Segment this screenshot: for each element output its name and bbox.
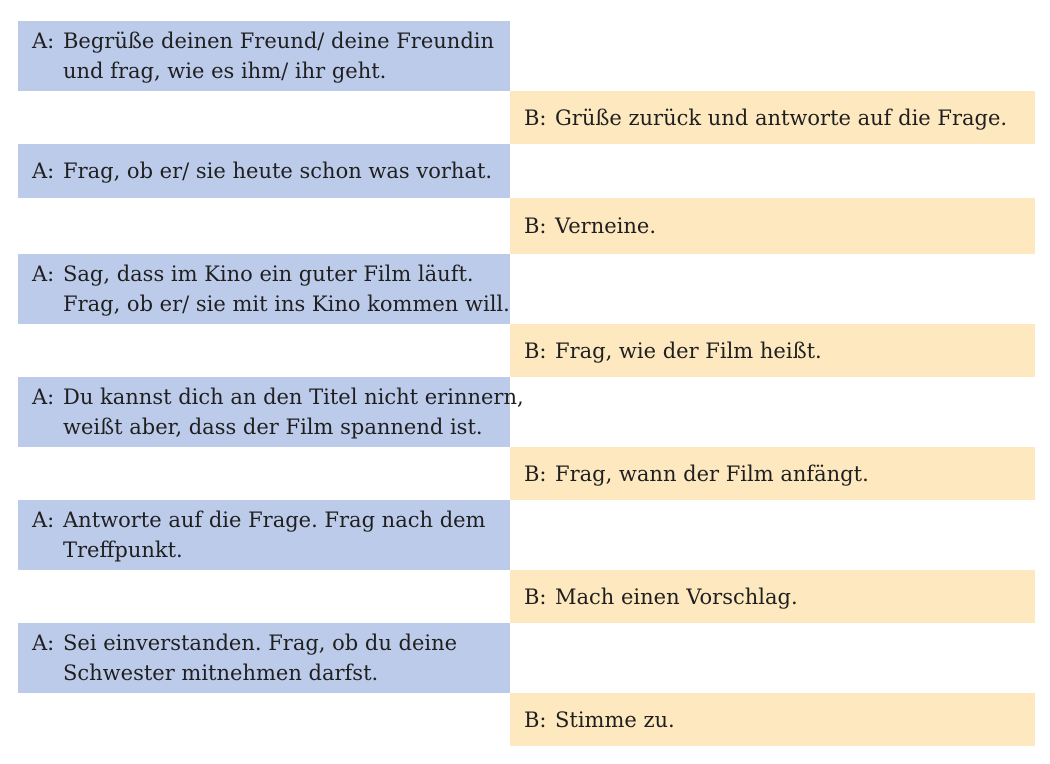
speaker-label: A:: [32, 385, 55, 409]
instruction-line: Frag, ob er/ sie heute schon was vorhat.: [63, 159, 493, 183]
instruction-line: Mach einen Vorschlag.: [555, 584, 798, 609]
instruction-line: Stimme zu.: [555, 707, 675, 732]
instruction-text: [63, 505, 485, 565]
instruction-text: [555, 336, 822, 366]
instruction-text: [63, 156, 492, 186]
instruction-text: [63, 628, 457, 688]
speaker-label: B:: [524, 707, 547, 732]
instruction-line: Grüße zurück und antworte auf die Frage.: [555, 105, 1008, 130]
speaker-label: A:: [32, 631, 55, 655]
instruction-text: [63, 26, 494, 86]
dialogue-row-b: [510, 91, 1035, 144]
instruction-text: [555, 705, 675, 735]
instruction-line: Schwester mitnehmen darfst.: [63, 661, 379, 685]
instruction-text: [555, 459, 869, 489]
instruction-line: weißt aber, dass der Film spannend ist.: [63, 415, 483, 439]
instruction-line: Frag, wann der Film anfängt.: [555, 461, 869, 486]
dialogue-row-b: [510, 570, 1035, 623]
speaker-label: B:: [524, 584, 547, 609]
dialogue-row-a: [18, 500, 510, 570]
dialogue-row-a: [18, 144, 510, 198]
instruction-line: Verneine.: [555, 214, 657, 238]
dialogue-row-b: [510, 324, 1035, 377]
instruction-line: Du kannst dich an den Titel nicht erinnern,: [63, 385, 524, 409]
speaker-label: A:: [32, 262, 55, 286]
instruction-line: Frag, ob er/ sie mit ins Kino kommen will.: [63, 292, 510, 316]
speaker-label: A:: [32, 29, 55, 53]
instruction-text: [63, 382, 524, 442]
dialogue-row-b: [510, 447, 1035, 500]
speaker-label: B:: [524, 214, 547, 238]
instruction-line: Begrüße deinen Freund/ deine Freundin: [63, 29, 495, 53]
instruction-line: Sag, dass im Kino ein guter Film läuft.: [63, 262, 474, 286]
dialogue-row-b: [510, 198, 1035, 254]
dialogue-row-a: [18, 21, 510, 91]
instruction-text: [555, 582, 798, 612]
instruction-line: und frag, wie es ihm/ ihr geht.: [63, 59, 387, 83]
speaker-label: A:: [32, 159, 55, 183]
speaker-label: A:: [32, 508, 55, 532]
dialogue-row-a: [18, 377, 524, 447]
dialogue-row-a: [18, 623, 510, 693]
dialogue-row-a: [18, 254, 510, 324]
instruction-line: Treffpunkt.: [63, 538, 183, 562]
dialogue-row-b: [510, 693, 1035, 746]
speaker-label: B:: [524, 105, 547, 130]
instruction-line: Sei einverstanden. Frag, ob du deine: [63, 631, 458, 655]
instruction-text: [555, 103, 1007, 133]
speaker-label: B:: [524, 461, 547, 486]
speaker-label: B:: [524, 338, 547, 363]
instruction-text: [555, 211, 656, 241]
instruction-line: Antworte auf die Frage. Frag nach dem: [63, 508, 486, 532]
instruction-text: [63, 259, 510, 319]
instruction-line: Frag, wie der Film heißt.: [555, 338, 822, 363]
